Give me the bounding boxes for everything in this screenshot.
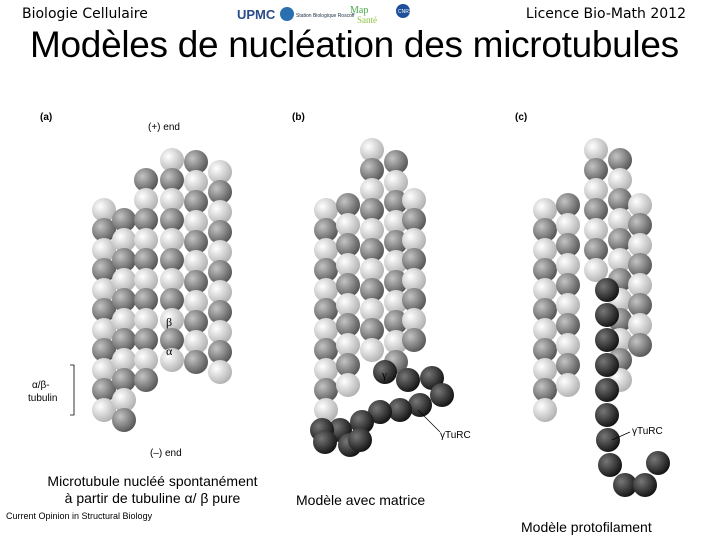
page-title: Modèles de nucléation des microtubules (30, 24, 679, 65)
tubulin-sphere (533, 398, 557, 422)
mapsante-logo-1: Map (350, 5, 369, 16)
turc-b-leader (418, 410, 440, 432)
turc-b-label: γTuRC (440, 430, 471, 441)
tubulin-sphere (595, 378, 619, 402)
tubulin-sphere (598, 453, 622, 477)
institution-logos (235, 2, 425, 26)
tubulin-sphere (430, 383, 454, 407)
minus-end-label: (–) end (150, 448, 182, 459)
tubulin-sphere (595, 328, 619, 352)
mapsante-logo-2: Santé (357, 15, 377, 25)
dimer-label-line1: α/β- (32, 380, 50, 391)
tubulin-sphere (402, 328, 426, 352)
dimer-label-line2: tubulin (28, 393, 58, 404)
dimer-bracket (70, 365, 74, 415)
caption-a-line1: Microtubule nucléé spontanément (47, 473, 258, 489)
tubulin-sphere (556, 373, 580, 397)
station-logo: Station Biologique Roscoff (296, 13, 355, 19)
plus-end-label: (+) end (148, 122, 180, 133)
tubulin-sphere (595, 303, 619, 327)
beta-label: β (166, 315, 173, 329)
tubulin-sphere (595, 403, 619, 427)
tubulin-sphere (396, 368, 420, 392)
header-right: Licence Bio-Math 2012 (525, 6, 686, 22)
alpha-label: α (166, 344, 173, 358)
tubulin-sphere (112, 408, 136, 432)
cnrs-logo: CNRS (398, 9, 413, 15)
source-credit: Current Opinion in Structural Biology (6, 511, 153, 521)
tubulin-sphere (628, 333, 652, 357)
tubulin-sphere (633, 473, 657, 497)
gamma-label: γ (382, 369, 387, 381)
caption-a (20, 473, 285, 507)
tubulin-sphere (408, 393, 432, 417)
tubulin-sphere (208, 360, 232, 384)
tubulin-sphere (360, 338, 384, 362)
upmc-logo: UPMC (237, 7, 276, 22)
caption-b: Modèle avec matrice (296, 492, 426, 508)
nucleation-figure (0, 100, 720, 520)
panel-b-label: (b) (292, 112, 305, 123)
tubulin-sphere (595, 353, 619, 377)
caption-a-line2: à partir de tubuline α/ β pure (64, 490, 241, 506)
caption-c: Modèle protofilament (521, 519, 652, 535)
tubulin-sphere (313, 430, 337, 454)
tubulin-sphere (646, 451, 670, 475)
tubulin-sphere (184, 350, 208, 374)
tubulin-sphere (348, 428, 372, 452)
tubulin-sphere (314, 398, 338, 422)
tubulin-sphere (336, 373, 360, 397)
header-left: Biologie Cellulaire (22, 6, 148, 22)
turc-c-label: γTuRC (632, 426, 663, 437)
panel-a-label: (a) (40, 112, 53, 123)
station-logo-icon (280, 7, 294, 21)
panel-c-label: (c) (515, 112, 528, 123)
tubulin-sphere (134, 368, 158, 392)
tubulin-sphere (595, 278, 619, 302)
tubulin-sphere (596, 428, 620, 452)
